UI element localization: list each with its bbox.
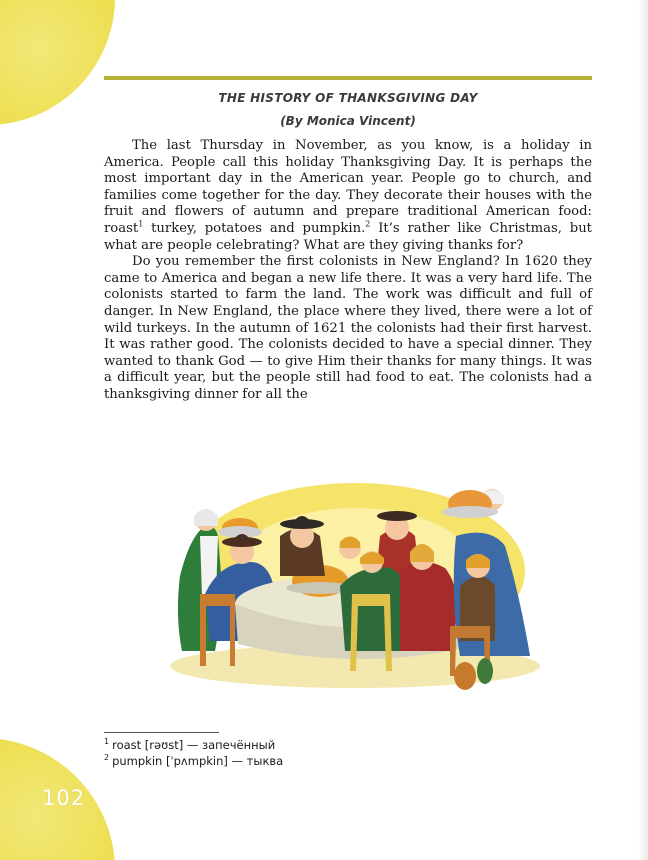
page-number: 102 [42,786,86,810]
footnote-1 [104,738,275,752]
paragraph-1 [104,138,592,254]
header-rule [104,76,592,80]
paragraph-2: Do you remember the first colonists in New England? In 1620 they came to America and began a new life there. It was a very hard life. The colonists started to farm the land. The work was difficult and full of danger. In New England, the place where they lived, there were a lot of wild turkeys. In the autumn of 1621 the colonists had their first harvest. It was rather good. The colonists decided to have a special dinner. They wanted to thank God — to give Him their thanks for many things. It was a difficult year, but the people still had food to eat. The colonists had a thanksgiving dinner for all the [104,254,592,402]
paragraph-1-part-b: turkey, potatoes and pumpkin. [143,220,366,236]
footnote-1-text: roast [rəʊst] — запечённый [112,738,276,752]
paragraph-1-part-c: It’s rather like Christmas, but what are people celebrating? What are they giving thanks for? [104,220,592,253]
footnote-ref-1: 1 [138,219,144,229]
article-byline: (By Monica Vincent) [280,114,416,128]
corner-decoration-top [0,0,115,125]
footnote-2-text: pumpkin [ˈpʌmpkin] — тыква [112,754,284,768]
footnote-2-number: 2 [104,753,110,763]
footnote-divider [104,732,219,733]
page-edge-shadow [638,0,648,860]
footnote-ref-2: 2 [365,219,371,229]
article-body [104,138,592,404]
footnote-2 [104,754,283,768]
footnote-1-number: 1 [104,737,110,747]
article-title: THE HISTORY OF THANKSGIVING DAY [218,91,478,105]
paragraph-1-part-a: The last Thursday in November, as you know, is a holiday in America. People call this holiday Thanksgiving Day. It is perhaps the most important day in the American year. People go to church, and families come together for the day. They decorate their houses with the fruit and flowers of autumn and prepare traditional American food: roast [104,138,592,236]
thanksgiving-dinner-illustration [160,476,550,700]
